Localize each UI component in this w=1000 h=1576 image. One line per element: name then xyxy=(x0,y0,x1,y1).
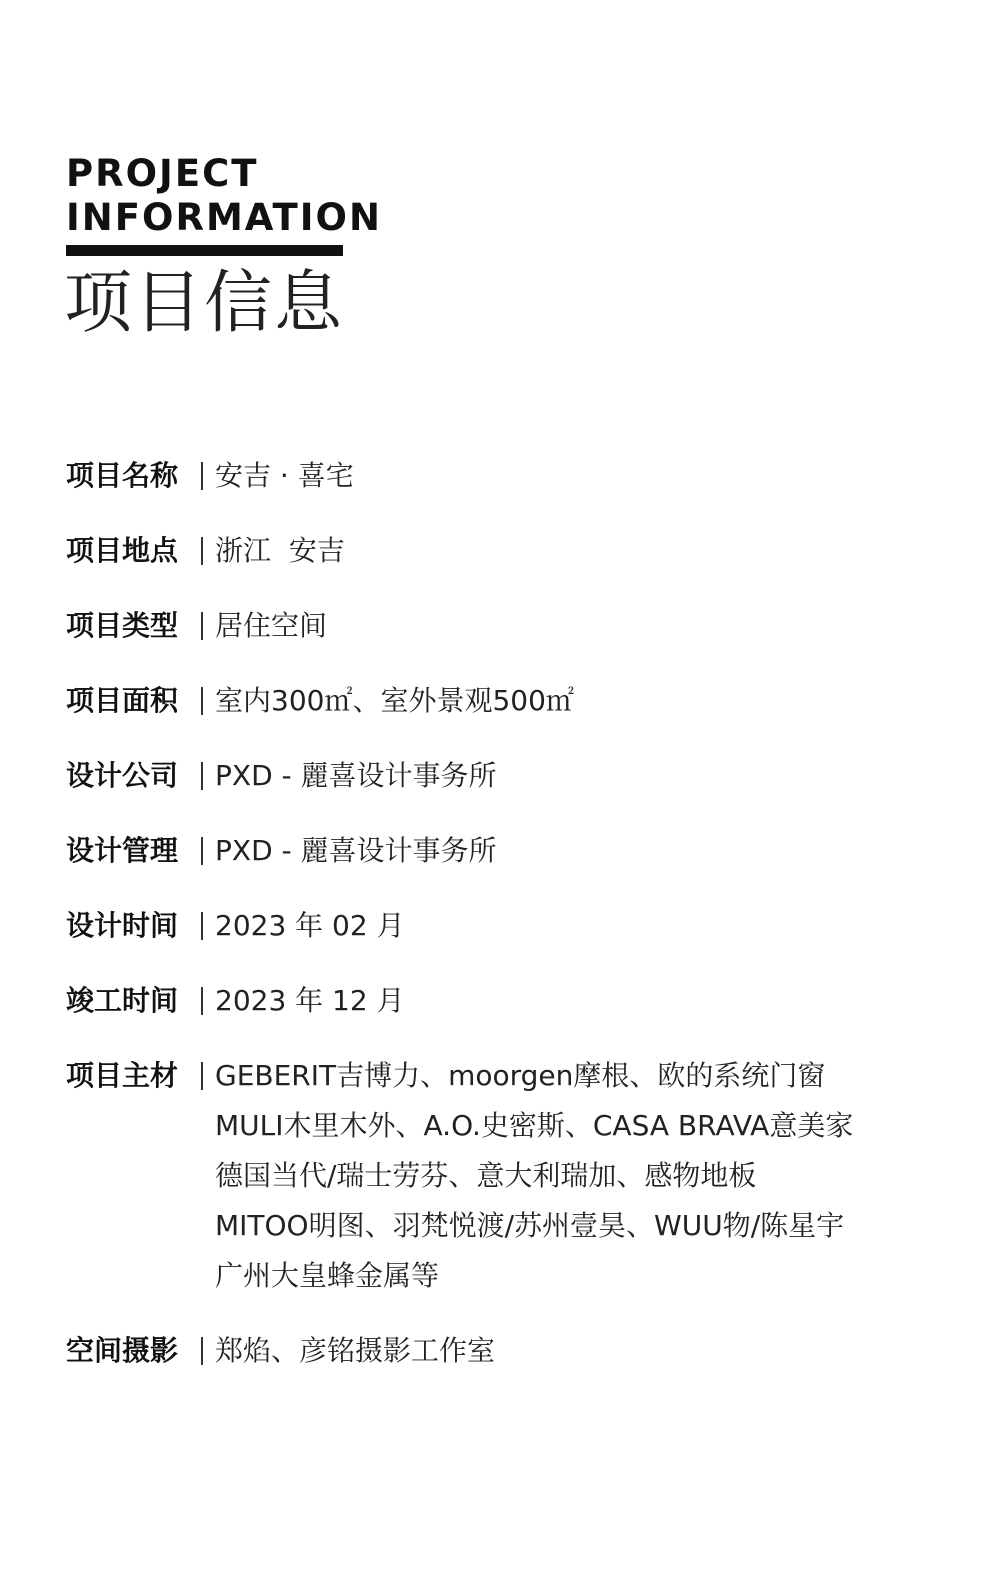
info-row-design-company xyxy=(66,751,946,801)
info-row-completion-time xyxy=(66,976,946,1026)
info-label: 空间摄影 xyxy=(66,1334,179,1367)
info-row-design-management xyxy=(66,826,946,876)
info-row-materials xyxy=(66,1051,946,1301)
info-value xyxy=(215,751,946,801)
info-value-line: MULI木里木外、A.O.史密斯、CASA BRAVA意美家 xyxy=(215,1109,854,1142)
separator-bar xyxy=(201,837,203,865)
info-value-line: PXD - 麗喜设计事务所 xyxy=(215,834,497,867)
info-value xyxy=(215,1326,946,1376)
project-info-list xyxy=(66,451,946,1401)
info-value-line: GEBERIT吉博力、moorgen摩根、欧的系统门窗 xyxy=(215,1059,826,1092)
info-value-line: 室内300㎡、室外景观500㎡ xyxy=(215,684,574,717)
info-value xyxy=(215,976,946,1026)
info-value-line: 2023 年 02 月 xyxy=(215,909,405,942)
title-line-information: INFORMATION xyxy=(66,196,382,239)
separator-bar xyxy=(201,987,203,1015)
info-value xyxy=(215,601,946,651)
info-label: 设计公司 xyxy=(66,759,179,792)
info-value-line: MITOO明图、羽梵悦渡/苏州壹昊、WUU物/陈星宇 xyxy=(215,1209,845,1242)
info-value xyxy=(215,451,946,501)
info-label: 项目类型 xyxy=(66,609,179,642)
info-value-line: 安吉 · 喜宅 xyxy=(215,459,354,492)
info-label: 设计时间 xyxy=(66,909,179,942)
separator-bar xyxy=(201,612,203,640)
info-label: 竣工时间 xyxy=(66,984,179,1017)
info-value xyxy=(215,826,946,876)
info-row-area xyxy=(66,676,946,726)
info-label: 项目面积 xyxy=(66,684,179,717)
chinese-title: 项目信息 xyxy=(64,264,345,343)
info-value xyxy=(215,676,946,726)
info-value-line: 居住空间 xyxy=(215,609,328,642)
separator-bar xyxy=(201,687,203,715)
info-row-location xyxy=(66,526,946,576)
info-value-line: 广州大皇蜂金属等 xyxy=(215,1259,440,1292)
info-label: 设计管理 xyxy=(66,834,179,867)
info-value xyxy=(215,901,946,951)
info-label: 项目地点 xyxy=(66,534,179,567)
info-value xyxy=(215,526,946,576)
info-value xyxy=(215,1051,946,1301)
separator-bar xyxy=(201,912,203,940)
title-line-project: PROJECT xyxy=(66,152,259,195)
separator-bar xyxy=(201,1062,203,1090)
separator-bar xyxy=(201,537,203,565)
info-row-photography xyxy=(66,1326,946,1376)
info-value-line: 德国当代/瑞士劳芬、意大利瑞加、感物地板 xyxy=(215,1159,757,1192)
info-row-design-time xyxy=(66,901,946,951)
info-row-type xyxy=(66,601,946,651)
info-label: 项目主材 xyxy=(66,1059,179,1092)
info-value-line: 2023 年 12 月 xyxy=(215,984,405,1017)
info-value-line: 郑焰、彦铭摄影工作室 xyxy=(215,1334,496,1367)
separator-bar xyxy=(201,462,203,490)
title-underline xyxy=(66,245,343,256)
separator-bar xyxy=(201,1337,203,1365)
info-row-name xyxy=(66,451,946,501)
info-label: 项目名称 xyxy=(66,459,179,492)
info-value-line: 浙江 安吉 xyxy=(215,534,345,567)
separator-bar xyxy=(201,762,203,790)
info-value-line: PXD - 麗喜设计事务所 xyxy=(215,759,497,792)
english-title xyxy=(66,152,382,240)
